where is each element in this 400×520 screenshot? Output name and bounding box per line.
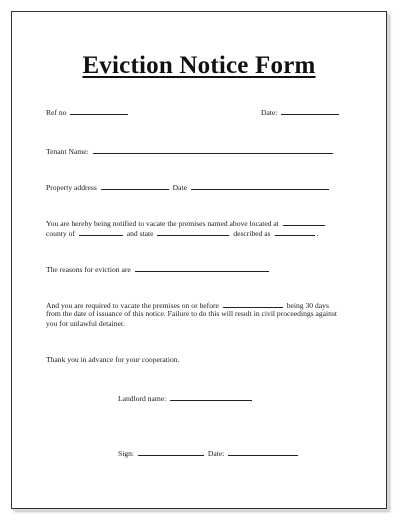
- form-title: Eviction Notice Form: [82, 52, 316, 79]
- location-field[interactable]: [283, 217, 325, 226]
- state-field[interactable]: [157, 227, 229, 236]
- vacate-line-2: [46, 309, 337, 319]
- notice-period: .: [316, 229, 319, 238]
- property-date-label: Date: [172, 183, 187, 192]
- ref-field[interactable]: [70, 106, 128, 115]
- sign-label: Sign:: [118, 449, 135, 458]
- ref-row: [46, 106, 130, 118]
- state-label: and state: [126, 229, 154, 238]
- vacate-date-field[interactable]: [223, 299, 283, 308]
- sign-row: [118, 447, 300, 459]
- vacate-text-3: you for unlawful detainer.: [46, 319, 125, 328]
- landlord-label: Landlord name:: [118, 394, 167, 403]
- thanks-text: Thank you in advance for your cooperation.: [46, 355, 180, 364]
- vacate-text-1-end: being 30 days: [286, 301, 329, 310]
- vacate-line-3: [46, 319, 125, 329]
- county-label: county of: [46, 229, 75, 238]
- landlord-row: [118, 392, 254, 404]
- tenant-field[interactable]: [93, 145, 333, 154]
- property-row: [46, 181, 331, 193]
- property-field[interactable]: [101, 181, 169, 190]
- form-sheet: [11, 11, 387, 509]
- described-field[interactable]: [275, 227, 315, 236]
- sign-date-field[interactable]: [228, 447, 298, 456]
- described-label: described as: [233, 229, 271, 238]
- vacate-text-2: from the date of issuance of this notice. Failure to do this will result in civil proceedings against: [46, 309, 338, 318]
- date-label: Date:: [261, 108, 278, 117]
- sign-field[interactable]: [138, 447, 204, 456]
- reasons-field[interactable]: [135, 263, 269, 272]
- sign-date-label: Date:: [207, 449, 225, 458]
- notice-text-1: You are hereby being notified to vacate the premises named above located at: [46, 219, 279, 228]
- date-field[interactable]: [281, 106, 339, 115]
- thanks-row: [46, 355, 179, 365]
- county-field[interactable]: [79, 227, 123, 236]
- tenant-label: Tenant Name:: [46, 147, 89, 156]
- tenant-row: [46, 145, 335, 157]
- property-label: Property address: [46, 183, 97, 192]
- landlord-field[interactable]: [170, 392, 252, 401]
- date-row: [261, 106, 341, 118]
- notice-line-2: [46, 227, 318, 239]
- reasons-row: [46, 263, 271, 275]
- vacate-text-1: And you are required to vacate the premises on or before: [46, 301, 219, 310]
- reasons-label: The reasons for eviction are: [46, 265, 131, 274]
- ref-label: Ref no: [46, 108, 67, 117]
- property-date-field[interactable]: [191, 181, 329, 190]
